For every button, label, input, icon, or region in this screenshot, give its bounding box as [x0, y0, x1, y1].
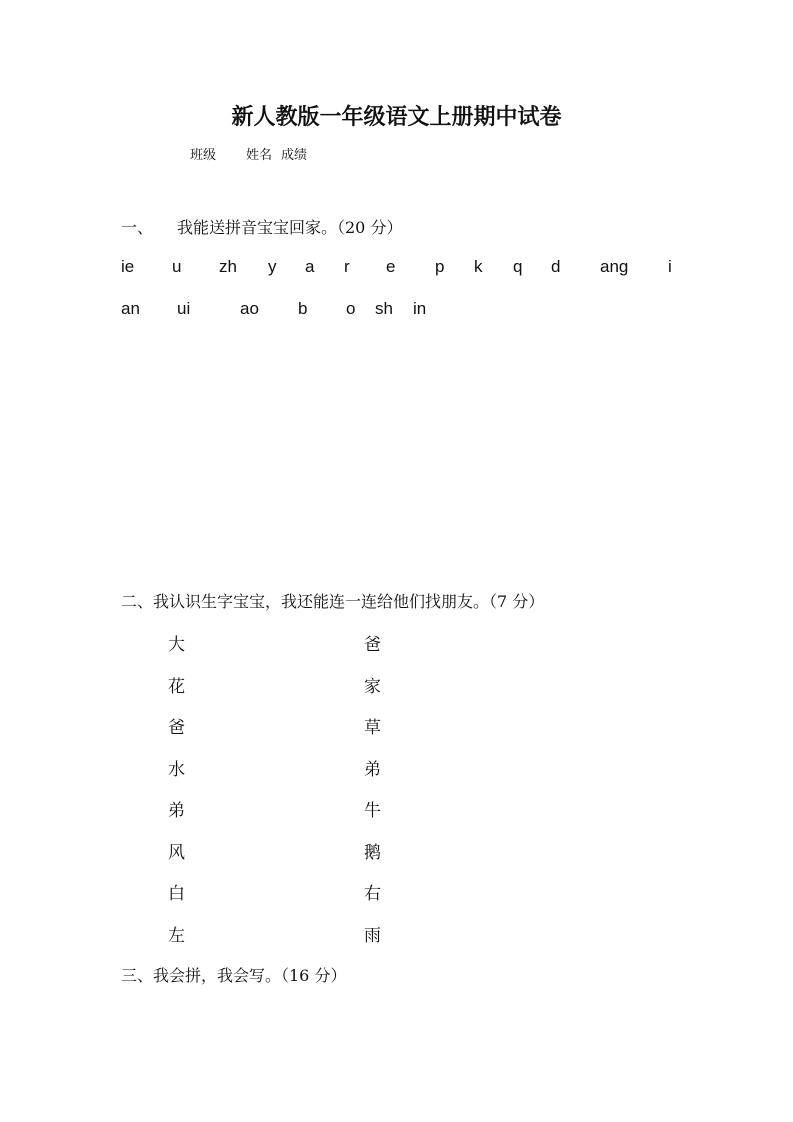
left-character: 白 [168, 884, 185, 904]
right-character: 雨 [364, 925, 381, 946]
left-character: 左 [168, 925, 185, 946]
left-character: 风 [168, 842, 185, 863]
pinyin-item: b [298, 299, 308, 318]
class-label: 班级 [190, 148, 217, 163]
right-character: 爸 [364, 635, 381, 655]
pinyin-item: zh [219, 257, 237, 276]
pinyin-item: r [344, 257, 350, 276]
left-character: 花 [168, 676, 185, 697]
right-character: 牛 [364, 801, 381, 821]
pinyin-item: sh [375, 299, 393, 318]
pinyin-item: an [121, 299, 140, 318]
left-character: 水 [168, 759, 185, 780]
right-character: 家 [364, 676, 381, 697]
left-character: 弟 [168, 801, 185, 821]
pinyin-item: e [386, 257, 396, 276]
pinyin-item: ui [177, 299, 191, 318]
right-character: 右 [364, 884, 381, 904]
pinyin-item: u [172, 257, 182, 276]
pinyin-item: q [513, 257, 523, 276]
name-label: 姓名 [246, 148, 273, 163]
section1-heading: 我能送拼音宝宝回家。（20 分） [177, 218, 403, 237]
pinyin-item: i [668, 257, 672, 276]
pinyin-item: ao [240, 299, 259, 318]
pinyin-item: o [346, 299, 356, 318]
pinyin-item: ie [121, 257, 135, 276]
pinyin-item: ang [600, 257, 629, 276]
right-character: 弟 [364, 759, 381, 780]
right-character: 草 [364, 718, 381, 738]
left-character: 爸 [168, 718, 185, 738]
section3-heading: 三、我会拼，我会写。（16 分） [121, 966, 347, 985]
section2-heading: 二、我认识生字宝宝，我还能连一连给他们找朋友。（7 分） [121, 592, 545, 611]
pinyin-item: y [268, 257, 277, 276]
pinyin-item: p [435, 257, 445, 276]
pinyin-item: in [413, 299, 427, 318]
pinyin-item: a [305, 257, 315, 276]
section1-number: 一、 [121, 218, 154, 237]
page-title: 新人教版一年级语文上册期中试卷 [231, 105, 562, 130]
left-character: 大 [168, 635, 185, 655]
right-character: 鹅 [364, 842, 381, 863]
pinyin-item: k [474, 257, 483, 276]
pinyin-item: d [551, 257, 561, 276]
score-label: 成绩 [281, 148, 308, 163]
